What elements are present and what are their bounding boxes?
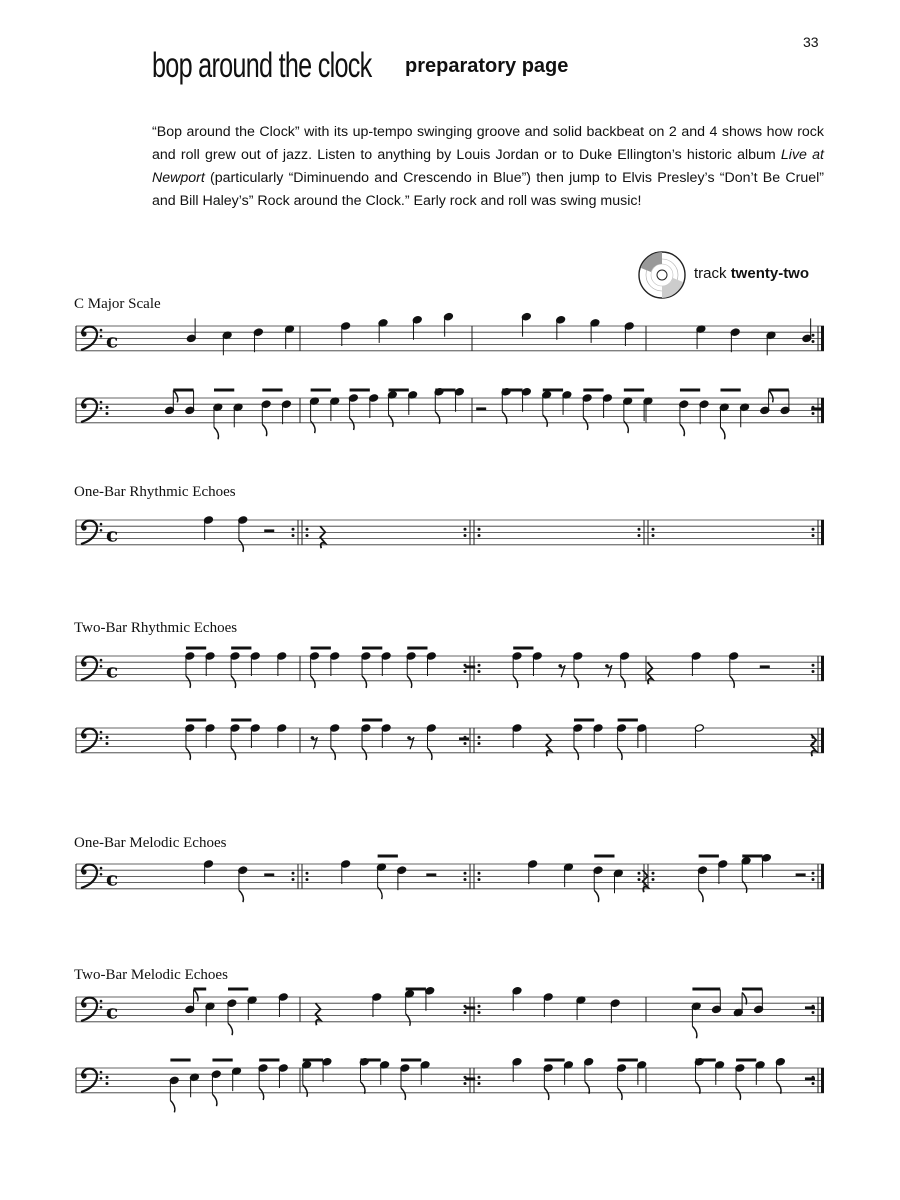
repeat-start-dot <box>106 412 109 415</box>
repeat-dot <box>478 742 481 745</box>
repeat-dot <box>812 1011 815 1014</box>
album-title: Live at Newport <box>152 147 824 186</box>
repeat-dot <box>652 528 655 531</box>
note-flag <box>231 676 236 688</box>
repeat-dot <box>478 528 481 531</box>
repeat-dot <box>812 340 815 343</box>
repeat-dot <box>464 670 467 673</box>
repeat-dot <box>478 1076 481 1079</box>
repeat-dot <box>292 878 295 881</box>
final-barline <box>821 728 824 753</box>
repeat-dot <box>812 1082 815 1085</box>
final-barline <box>821 398 824 423</box>
half-rest-icon <box>426 873 436 876</box>
repeat-dot <box>292 872 295 875</box>
repeat-dot <box>306 878 309 881</box>
half-rest-icon <box>796 873 806 876</box>
note-flag <box>173 390 178 402</box>
half-rest-icon <box>264 873 274 876</box>
common-time-icon: c <box>106 658 119 683</box>
half-rest-icon <box>465 1006 475 1009</box>
half-rest-icon <box>465 1077 475 1080</box>
common-time-icon: c <box>106 866 119 891</box>
bass-clef-dot <box>100 659 103 662</box>
half-rest-icon <box>760 665 770 668</box>
repeat-dot <box>812 412 815 415</box>
track-prefix: track <box>694 265 727 282</box>
bass-clef-dot <box>100 407 103 410</box>
bass-clef-dot <box>100 329 103 332</box>
half-rest-icon <box>811 407 821 410</box>
bass-clef-icon <box>81 1002 86 1007</box>
intro-text-2: (particularly “Diminuendo and Crescendo in Blue”) then jump to Elvis Presley’s “Don’t Be Cruel” and Bill Haley’s” Rock around the Clock.” Early rock and roll was swing music! <box>152 170 824 209</box>
repeat-start-dot <box>106 406 109 409</box>
repeat-dot <box>478 872 481 875</box>
repeat-dot <box>478 1082 481 1085</box>
half-rest-icon <box>264 529 274 532</box>
note-flag <box>350 418 355 430</box>
note-flag <box>362 676 367 688</box>
eighth-rest-icon <box>312 737 317 749</box>
repeat-dot <box>464 742 467 745</box>
note-flag <box>214 427 219 439</box>
note-flag <box>239 540 244 552</box>
eighth-rest-icon <box>607 665 612 677</box>
repeat-dot <box>306 534 309 537</box>
bass-clef-icon <box>81 525 86 530</box>
note-flag <box>696 1082 701 1094</box>
track-name: twenty-two <box>730 265 810 282</box>
repeat-start-dot <box>106 742 109 745</box>
note-flag <box>262 424 267 436</box>
bass-clef-icon <box>81 403 86 408</box>
half-rest-icon <box>805 1077 815 1080</box>
note-flag <box>401 1088 406 1100</box>
bass-clef-dot <box>100 335 103 338</box>
note-flag <box>583 418 588 430</box>
common-time-icon: c <box>106 522 119 547</box>
bass-clef-dot <box>100 401 103 404</box>
repeat-dot <box>306 528 309 531</box>
repeat-dot <box>478 670 481 673</box>
eighth-rest-icon <box>560 665 565 677</box>
repeat-dot <box>478 534 481 537</box>
note-flag <box>212 1094 217 1106</box>
note-flag <box>574 748 579 760</box>
repeat-dot <box>638 878 641 881</box>
repeat-start-dot <box>106 736 109 739</box>
repeat-dot <box>306 872 309 875</box>
repeat-dot <box>478 736 481 739</box>
note-flag <box>680 424 685 436</box>
page-subtitle: preparatory page <box>405 55 569 77</box>
bass-clef-dot <box>100 737 103 740</box>
bass-clef-dot <box>100 523 103 526</box>
note-flag <box>435 412 440 424</box>
note-flag <box>170 1100 175 1112</box>
note-flag <box>777 1082 782 1094</box>
repeat-dot <box>478 1005 481 1008</box>
section-label-one-bar-rhythmic: One-Bar Rhythmic Echoes <box>74 484 236 500</box>
bass-clef-dot <box>100 529 103 532</box>
bass-clef-dot <box>100 873 103 876</box>
repeat-dot <box>464 878 467 881</box>
note-flag <box>331 748 336 760</box>
note-flag <box>428 748 433 760</box>
note-flag <box>692 1026 697 1038</box>
repeat-dot <box>652 534 655 537</box>
half-rest-icon <box>476 407 486 410</box>
repeat-dot <box>638 872 641 875</box>
repeat-dot <box>812 878 815 881</box>
section-label-two-bar-melodic: Two-Bar Melodic Echoes <box>74 967 228 983</box>
repeat-start-dot <box>106 1076 109 1079</box>
repeat-dot <box>812 664 815 667</box>
staff <box>76 854 824 903</box>
staff <box>76 987 824 1039</box>
common-time-icon: c <box>106 328 119 353</box>
repeat-dot <box>812 528 815 531</box>
staff <box>76 312 824 355</box>
staff <box>76 388 824 440</box>
repeat-dot <box>638 534 641 537</box>
section-label-two-bar-rhythmic: Two-Bar Rhythmic Echoes <box>74 620 238 636</box>
note-flag <box>362 748 367 760</box>
note-flag <box>513 676 518 688</box>
repeat-dot <box>464 528 467 531</box>
note-flag <box>621 676 626 688</box>
repeat-dot <box>812 334 815 337</box>
note-flag <box>544 1088 549 1100</box>
note-flag <box>194 989 199 1001</box>
note-flag <box>742 993 747 1005</box>
bass-clef-dot <box>100 867 103 870</box>
bass-clef-dot <box>100 1077 103 1080</box>
bass-clef-icon <box>81 661 86 666</box>
page-number: 33 <box>803 34 819 50</box>
repeat-dot <box>464 1011 467 1014</box>
eighth-rest-icon <box>409 737 414 749</box>
repeat-dot <box>478 664 481 667</box>
note-flag <box>360 1082 365 1094</box>
bass-clef-icon <box>81 733 86 738</box>
final-barline <box>821 326 824 351</box>
bass-clef-icon <box>81 869 86 874</box>
note-flag <box>259 1088 264 1100</box>
repeat-dot <box>652 878 655 881</box>
page-title: bop around the clock <box>152 46 372 85</box>
note-flag <box>502 412 507 424</box>
final-barline <box>821 864 824 889</box>
repeat-dot <box>464 1082 467 1085</box>
repeat-start-dot <box>106 1082 109 1085</box>
final-barline <box>821 520 824 545</box>
note-flag <box>730 676 735 688</box>
staff <box>76 720 824 760</box>
note-flag <box>720 427 725 439</box>
repeat-dot <box>478 878 481 881</box>
bass-clef-icon <box>81 331 86 336</box>
note-flag <box>769 390 774 402</box>
half-rest-icon <box>465 665 475 668</box>
repeat-dot <box>812 534 815 537</box>
staff <box>76 1058 824 1113</box>
repeat-dot <box>812 872 815 875</box>
note-flag <box>231 748 236 760</box>
repeat-dot <box>812 670 815 673</box>
bass-clef-dot <box>100 665 103 668</box>
section-label-one-bar-melodic: One-Bar Melodic Echoes <box>74 835 227 851</box>
bass-clef-dot <box>100 1000 103 1003</box>
repeat-dot <box>638 528 641 531</box>
note-flag <box>186 748 191 760</box>
final-barline <box>821 656 824 681</box>
final-barline <box>821 997 824 1022</box>
note-flag <box>736 1088 741 1100</box>
half-rest-icon <box>805 1006 815 1009</box>
intro-text-1: “Bop around the Clock” with its up-tempo swinging groove and solid backbeat on 2 and 4 shows how rock and roll grew out of jazz. Listen to anything by Louis Jordan or to Duke Ellington’s historic album <box>152 124 824 163</box>
staff <box>76 516 824 552</box>
bass-clef-icon <box>81 1073 86 1078</box>
note-flag <box>228 1023 233 1035</box>
note-flag <box>407 676 412 688</box>
repeat-dot <box>478 1011 481 1014</box>
bass-clef-dot <box>100 1006 103 1009</box>
repeat-dot <box>292 528 295 531</box>
final-barline <box>821 1068 824 1093</box>
staff <box>76 648 824 688</box>
note-flag <box>239 890 244 902</box>
bass-clef-dot <box>100 731 103 734</box>
note-flag <box>594 890 599 902</box>
note-flag <box>585 1082 590 1094</box>
section-label-c-major-scale: C Major Scale <box>74 296 161 312</box>
repeat-dot <box>652 872 655 875</box>
note-flag <box>186 676 191 688</box>
common-time-icon: c <box>106 999 119 1024</box>
half-rest-icon <box>459 737 469 740</box>
note-flag <box>699 890 704 902</box>
repeat-dot <box>292 534 295 537</box>
note-flag <box>618 748 623 760</box>
repeat-dot <box>464 872 467 875</box>
repeat-dot <box>464 534 467 537</box>
note-flag <box>574 676 579 688</box>
note-flag <box>311 676 316 688</box>
note-flag <box>618 1088 623 1100</box>
bass-clef-dot <box>100 1071 103 1074</box>
